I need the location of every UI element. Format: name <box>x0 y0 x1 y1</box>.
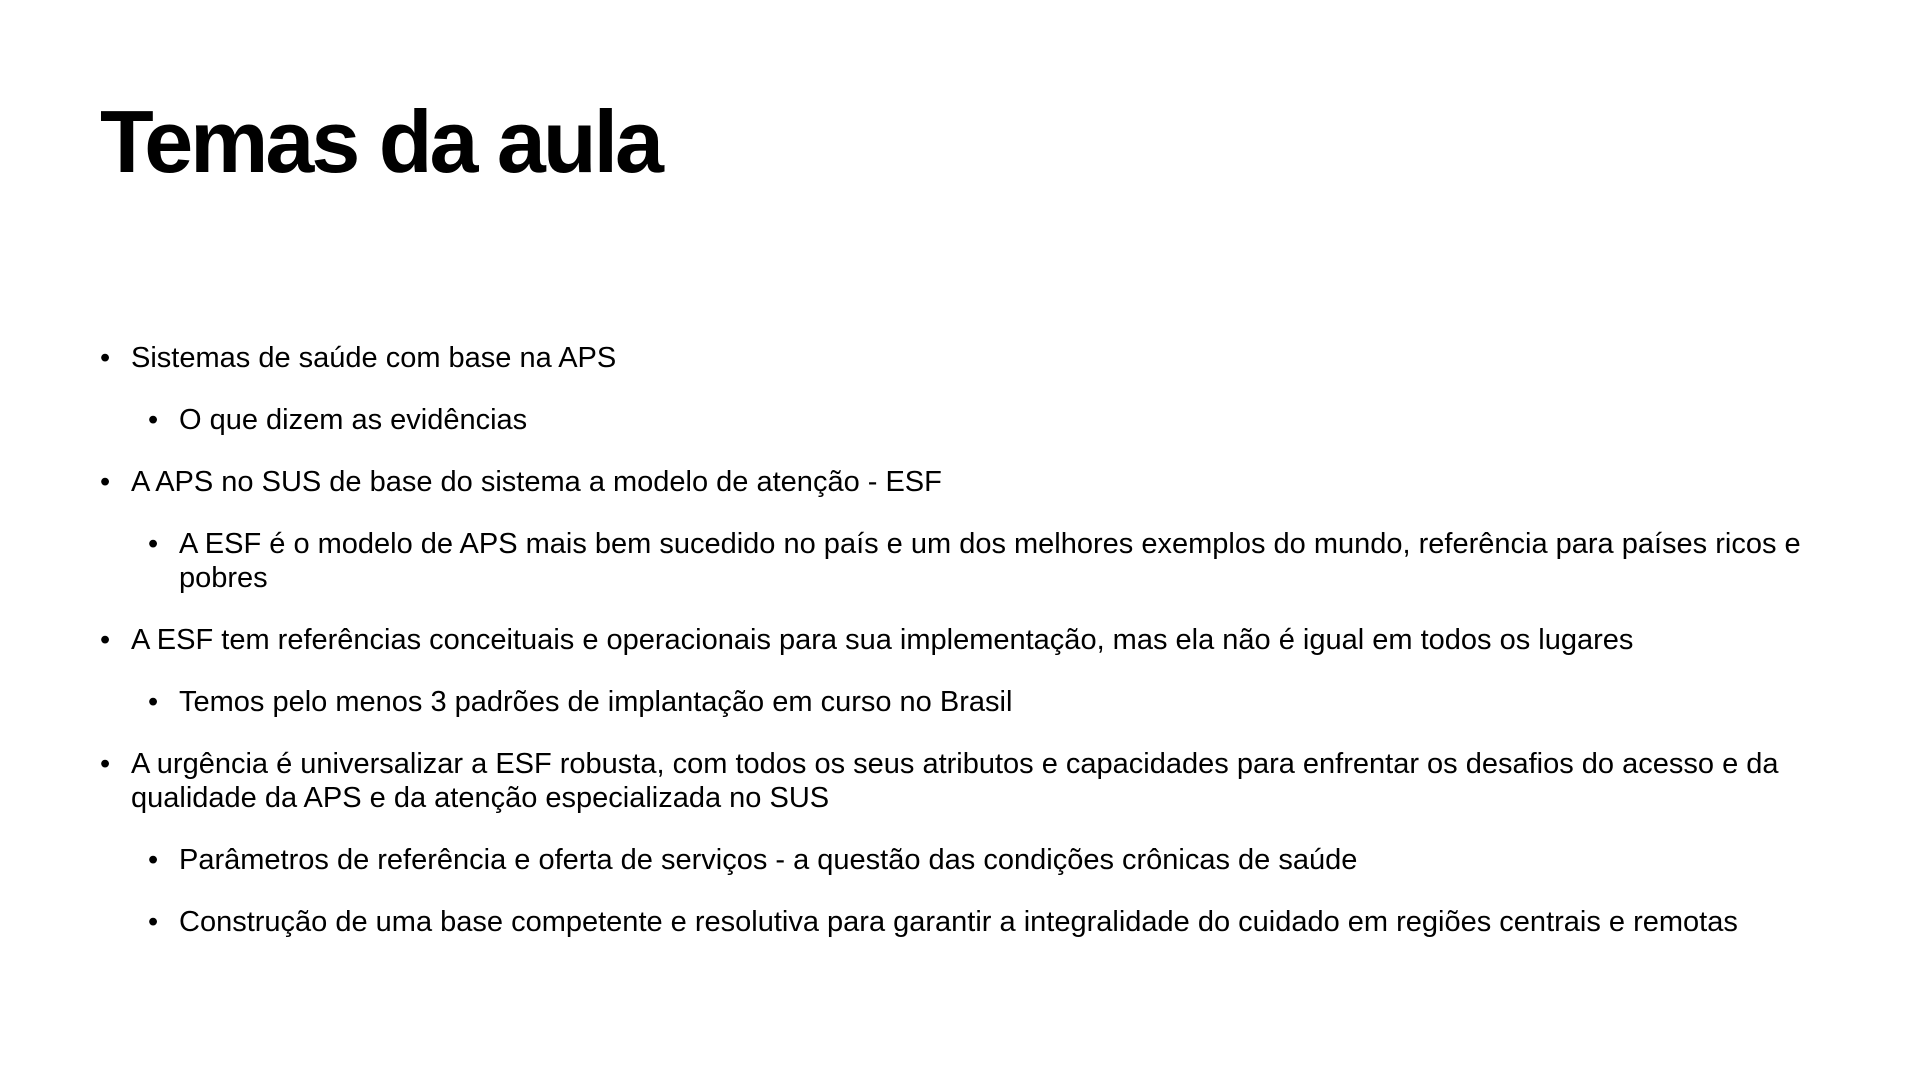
bullet-dot: • <box>100 466 111 498</box>
bullet-dot: • <box>148 906 159 938</box>
bullet-text: A ESF tem referências conceituais e operacionais para sua implementação, mas ela não é igual em todos os lugares <box>131 624 1634 656</box>
bullet-text: O que dizem as evidências <box>179 404 528 436</box>
bullet-dot: • <box>148 404 159 436</box>
bullet-dot: • <box>148 844 159 876</box>
bullet-text: Parâmetros de referência e oferta de serviços - a questão das condições crônicas de saúde <box>179 844 1358 876</box>
sub-bullet-item <box>148 905 1860 939</box>
sub-bullet-item <box>148 685 1860 719</box>
bullet-item <box>100 465 1860 499</box>
slide-title: Temas da aula <box>100 92 661 191</box>
bullet-text: Construção de uma base competente e resolutiva para garantir a integralidade do cuidado em regiões centrais e remotas <box>179 906 1738 938</box>
bullet-dot: • <box>100 342 111 374</box>
sub-bullet-item <box>148 403 1860 437</box>
bullet-list <box>100 341 1860 967</box>
bullet-text: Sistemas de saúde com base na APS <box>131 342 617 374</box>
bullet-dot: • <box>148 686 159 718</box>
bullet-text: A urgência é universalizar a ESF robusta, com todos os seus atributos e capacidades para enfrentar os desafios do acesso e da qualidade da APS e da atenção especializada no SUS <box>131 748 1779 814</box>
bullet-item <box>100 341 1860 375</box>
bullet-dot: • <box>100 624 111 656</box>
sub-bullet-item <box>148 843 1860 877</box>
bullet-item <box>100 747 1860 815</box>
bullet-item <box>100 623 1860 657</box>
bullet-text: A APS no SUS de base do sistema a modelo de atenção - ESF <box>131 466 942 498</box>
bullet-dot: • <box>100 748 111 780</box>
bullet-dot: • <box>148 528 159 560</box>
sub-bullet-item <box>148 527 1860 595</box>
bullet-text: Temos pelo menos 3 padrões de implantação em curso no Brasil <box>179 686 1013 718</box>
bullet-text: A ESF é o modelo de APS mais bem sucedido no país e um dos melhores exemplos do mundo, referência para países ricos e pobres <box>179 528 1801 594</box>
